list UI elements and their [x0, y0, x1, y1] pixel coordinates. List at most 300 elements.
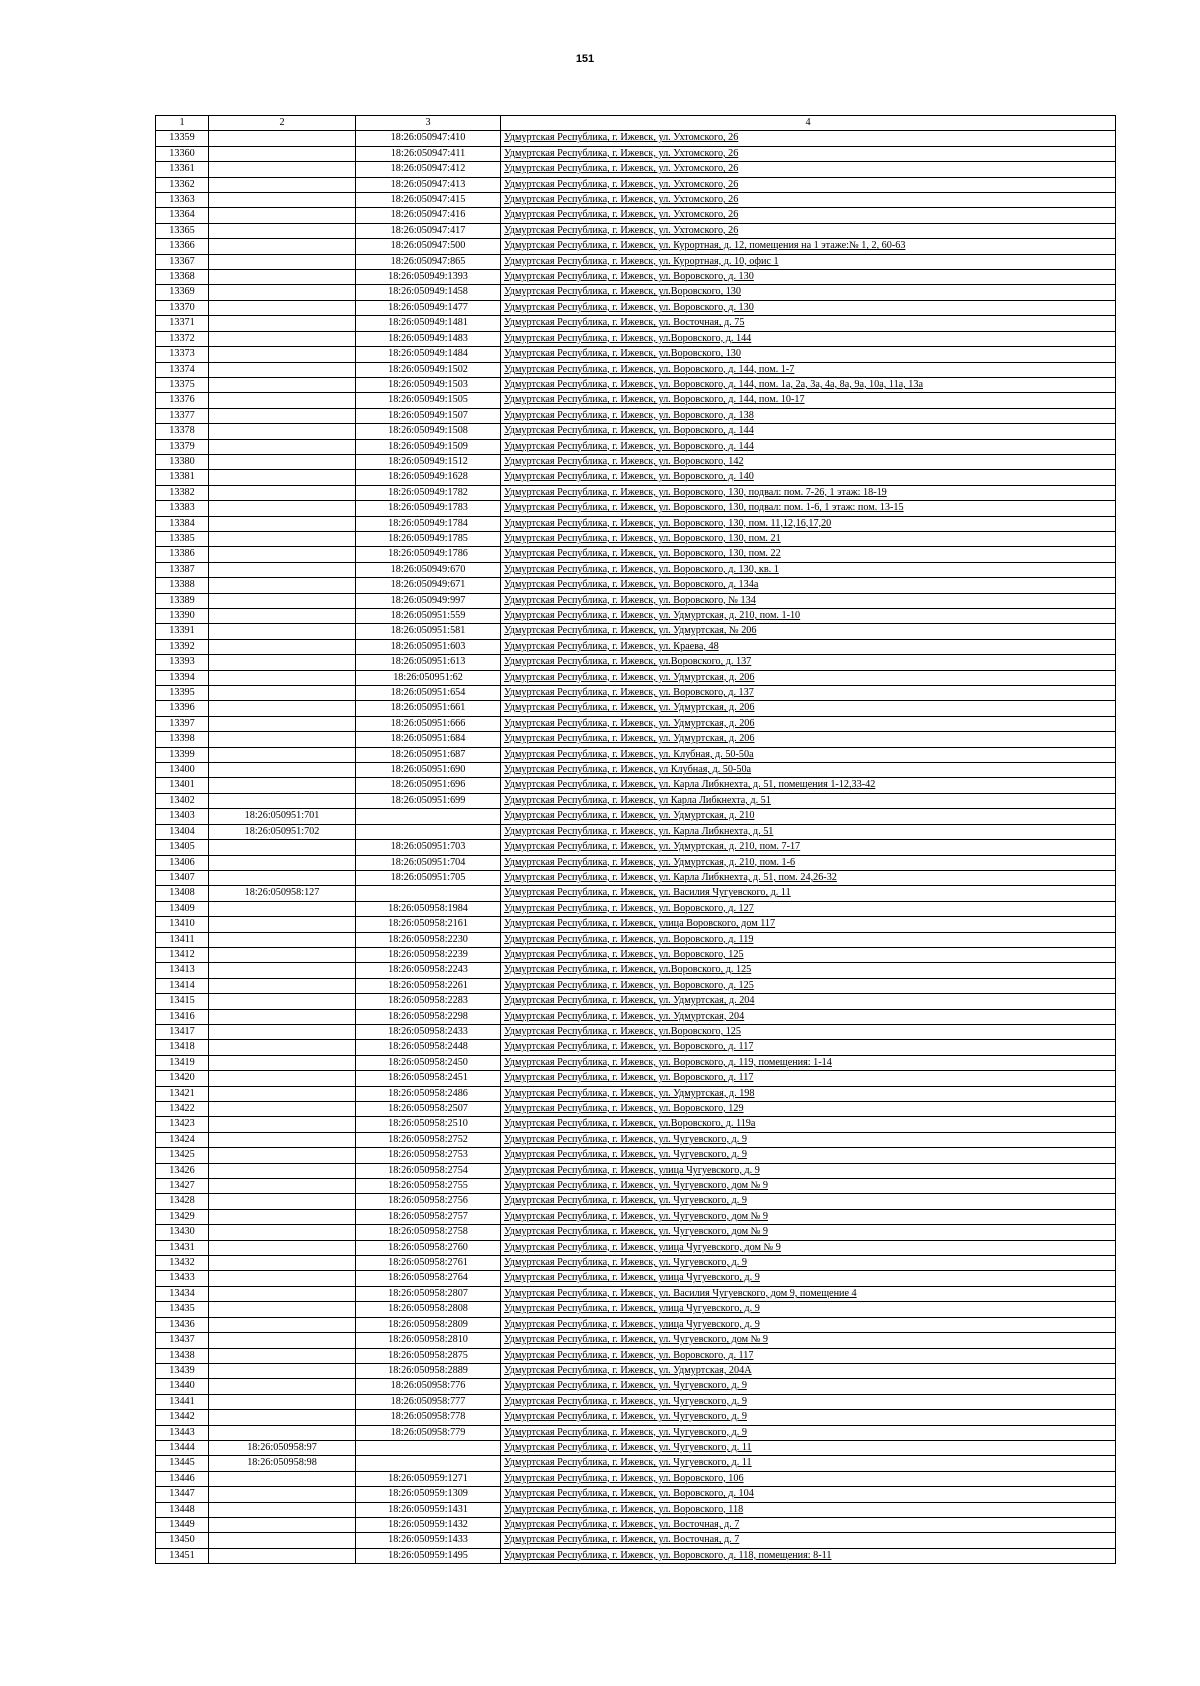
address-cell: Удмуртская Республика, г. Ижевск, ул.Воровского, д. 137: [501, 655, 1116, 670]
address-cell: Удмуртская Республика, г. Ижевск, ул. Воровского, 142: [501, 454, 1116, 469]
cadastral-number-cell-col3: 18:26:050951:684: [356, 732, 501, 747]
row-number-cell: 13425: [156, 1148, 209, 1163]
cadastral-number-cell-col3: 18:26:050958:2752: [356, 1132, 501, 1147]
cadastral-number-cell-col3: 18:26:050949:1458: [356, 285, 501, 300]
address-cell: Удмуртская Республика, г. Ижевск, ул. Удмуртская, д. 206: [501, 701, 1116, 716]
cadastral-number-cell-col2: [209, 1040, 356, 1055]
address-cell: Удмуртская Республика, г. Ижевск, ул. Восточная, д. 7: [501, 1517, 1116, 1532]
cadastral-number-cell-col2: [209, 1394, 356, 1409]
row-number-cell: 13377: [156, 408, 209, 423]
cadastral-number-cell-col3: 18:26:050959:1433: [356, 1533, 501, 1548]
row-number-cell: 13441: [156, 1394, 209, 1409]
table-row: [156, 1425, 1116, 1440]
cadastral-number-cell-col3: 18:26:050958:2161: [356, 917, 501, 932]
address-cell: Удмуртская Республика, г. Ижевск, ул. Воровского, д. 130: [501, 300, 1116, 315]
row-number-cell: 13373: [156, 347, 209, 362]
row-number-cell: 13414: [156, 978, 209, 993]
address-cell: Удмуртская Республика, г. Ижевск, ул. Чугуевского, д. 11: [501, 1440, 1116, 1455]
address-cell: Удмуртская Республика, г. Ижевск, ул. Воровского, 125: [501, 947, 1116, 962]
row-number-cell: 13402: [156, 793, 209, 808]
table-row: [156, 732, 1116, 747]
cadastral-number-cell-col3: 18:26:050951:690: [356, 763, 501, 778]
cadastral-number-cell-col2: [209, 1163, 356, 1178]
cadastral-number-cell-col3: 18:26:050951:559: [356, 609, 501, 624]
row-number-cell: 13415: [156, 994, 209, 1009]
address-cell: Удмуртская Республика, г. Ижевск, ул. Воровского, 118: [501, 1502, 1116, 1517]
cadastral-number-cell-col2: [209, 578, 356, 593]
address-cell: Удмуртская Республика, г. Ижевск, ул. Воровского, д. 138: [501, 408, 1116, 423]
table-row: [156, 793, 1116, 808]
cadastral-number-cell-col2: [209, 1502, 356, 1517]
cadastral-number-cell-col3: 18:26:050949:1783: [356, 501, 501, 516]
row-number-cell: 13368: [156, 270, 209, 285]
row-number-cell: 13388: [156, 578, 209, 593]
address-cell: Удмуртская Республика, г. Ижевск, ул.Воровского, д. 119а: [501, 1117, 1116, 1132]
row-number-cell: 13405: [156, 840, 209, 855]
cadastral-number-cell-col2: [209, 454, 356, 469]
cadastral-number-cell-col2: [209, 1024, 356, 1039]
row-number-cell: 13430: [156, 1225, 209, 1240]
table-row: [156, 300, 1116, 315]
cadastral-number-cell-col3: 18:26:050958:2753: [356, 1148, 501, 1163]
cadastral-number-cell-col3: 18:26:050951:661: [356, 701, 501, 716]
address-cell: Удмуртская Республика, г. Ижевск, ул. Чугуевского, дом № 9: [501, 1333, 1116, 1348]
address-cell: Удмуртская Республика, г. Ижевск, улица Чугуевского, д. 9: [501, 1302, 1116, 1317]
cadastral-number-cell-col2: [209, 347, 356, 362]
cadastral-number-cell-col3: 18:26:050958:2758: [356, 1225, 501, 1240]
cadastral-number-cell-col3: 18:26:050958:2230: [356, 932, 501, 947]
cadastral-number-cell-col3: 18:26:050958:2760: [356, 1240, 501, 1255]
row-number-cell: 13365: [156, 223, 209, 238]
cadastral-number-cell-col3: 18:26:050958:2808: [356, 1302, 501, 1317]
column-header-1: 1: [156, 116, 209, 131]
cadastral-number-cell-col3: 18:26:050949:1628: [356, 470, 501, 485]
table-row: [156, 1471, 1116, 1486]
table-row: [156, 1102, 1116, 1117]
address-cell: Удмуртская Республика, г. Ижевск, ул. Воровского, д. 125: [501, 978, 1116, 993]
cadastral-number-cell-col3: 18:26:050949:1512: [356, 454, 501, 469]
table-row: [156, 1132, 1116, 1147]
table-row: [156, 1348, 1116, 1363]
row-number-cell: 13383: [156, 501, 209, 516]
row-number-cell: 13400: [156, 763, 209, 778]
cadastral-number-cell-col3: 18:26:050958:2283: [356, 994, 501, 1009]
cadastral-number-cell-col3: 18:26:050949:1509: [356, 439, 501, 454]
row-number-cell: 13370: [156, 300, 209, 315]
address-cell: Удмуртская Республика, г. Ижевск, улица Воровского, дом 117: [501, 917, 1116, 932]
table-row: [156, 470, 1116, 485]
row-number-cell: 13371: [156, 316, 209, 331]
row-number-cell: 13439: [156, 1363, 209, 1378]
row-number-cell: 13399: [156, 747, 209, 762]
table-row: [156, 454, 1116, 469]
address-cell: Удмуртская Республика, г. Ижевск, ул. Чугуевского, д. 9: [501, 1256, 1116, 1271]
cadastral-number-cell-col2: [209, 1148, 356, 1163]
cadastral-number-cell-col2: [209, 1055, 356, 1070]
cadastral-number-cell-col3: 18:26:050949:670: [356, 562, 501, 577]
row-number-cell: 13385: [156, 531, 209, 546]
table-row: [156, 870, 1116, 885]
cadastral-number-cell-col2: [209, 870, 356, 885]
cadastral-number-cell-col3: 18:26:050947:411: [356, 146, 501, 161]
cadastral-number-cell-col2: [209, 917, 356, 932]
table-row: [156, 947, 1116, 962]
cadastral-number-cell-col2: [209, 1240, 356, 1255]
address-cell: Удмуртская Республика, г. Ижевск, ул. Курортная, д. 12, помещения на 1 этаже:№ 1, 2, 60-63: [501, 239, 1116, 254]
table-row: [156, 593, 1116, 608]
address-cell: Удмуртская Республика, г. Ижевск, ул. Ухтомского, 26: [501, 177, 1116, 192]
cadastral-number-cell-col2: [209, 639, 356, 654]
table-row: [156, 408, 1116, 423]
cadastral-number-cell-col2: [209, 932, 356, 947]
cadastral-number-cell-col3: 18:26:050958:2448: [356, 1040, 501, 1055]
row-number-cell: 13420: [156, 1071, 209, 1086]
cadastral-number-cell-col2: [209, 501, 356, 516]
address-cell: Удмуртская Республика, г. Ижевск, ул.Воровского, д. 144: [501, 331, 1116, 346]
row-number-cell: 13427: [156, 1179, 209, 1194]
cadastral-number-cell-col3: 18:26:050951:603: [356, 639, 501, 654]
cadastral-number-cell-col3: 18:26:050958:2243: [356, 963, 501, 978]
table-row: [156, 1440, 1116, 1455]
cadastral-number-cell-col3: 18:26:050958:776: [356, 1379, 501, 1394]
cadastral-number-cell-col3: 18:26:050949:1505: [356, 393, 501, 408]
table-row: [156, 193, 1116, 208]
table-row: [156, 1363, 1116, 1378]
table-row: [156, 223, 1116, 238]
cadastral-number-cell-col3: 18:26:050959:1271: [356, 1471, 501, 1486]
cadastral-number-cell-col2: [209, 393, 356, 408]
cadastral-number-cell-col2: [209, 1286, 356, 1301]
address-cell: Удмуртская Республика, г. Ижевск, ул. Воровского, № 134: [501, 593, 1116, 608]
cadastral-number-cell-col3: 18:26:050959:1309: [356, 1487, 501, 1502]
cadastral-number-cell-col2: [209, 1117, 356, 1132]
cadastral-number-cell-col3: 18:26:050951:699: [356, 793, 501, 808]
row-number-cell: 13410: [156, 917, 209, 932]
address-cell: Удмуртская Республика, г. Ижевск, ул.Воровского, д. 125: [501, 963, 1116, 978]
cadastral-number-cell-col2: [209, 193, 356, 208]
row-number-cell: 13392: [156, 639, 209, 654]
cadastral-number-cell-col3: 18:26:050947:865: [356, 254, 501, 269]
cadastral-number-cell-col3: 18:26:050949:1484: [356, 347, 501, 362]
address-cell: Удмуртская Республика, г. Ижевск, ул. Воровского, д. 117: [501, 1071, 1116, 1086]
cadastral-number-cell-col3: 18:26:050958:2889: [356, 1363, 501, 1378]
cadastral-number-cell-col2: [209, 1379, 356, 1394]
cadastral-number-cell-col3: 18:26:050958:2807: [356, 1286, 501, 1301]
table-row: [156, 963, 1116, 978]
address-cell: Удмуртская Республика, г. Ижевск, ул. Чугуевского, д. 9: [501, 1394, 1116, 1409]
table-row: [156, 1009, 1116, 1024]
cadastral-number-cell-col2: [209, 1271, 356, 1286]
cadastral-number-cell-col2: [209, 223, 356, 238]
cadastral-number-cell-col3: 18:26:050958:2764: [356, 1271, 501, 1286]
table-row: [156, 747, 1116, 762]
cadastral-number-cell-col2: [209, 686, 356, 701]
row-number-cell: 13403: [156, 809, 209, 824]
table-row: [156, 609, 1116, 624]
cadastral-number-cell-col3: 18:26:050959:1431: [356, 1502, 501, 1517]
cadastral-number-cell-col2: [209, 285, 356, 300]
address-cell: Удмуртская Республика, г. Ижевск, ул. Чугуевского, д. 9: [501, 1132, 1116, 1147]
address-cell: Удмуртская Республика, г. Ижевск, ул. Воровского, 130, подвал: пом. 1-6, 1 этаж: пом. 13-15: [501, 501, 1116, 516]
cadastral-number-cell-col3: 18:26:050958:2875: [356, 1348, 501, 1363]
row-number-cell: 13367: [156, 254, 209, 269]
table-row: [156, 547, 1116, 562]
table-row: [156, 1548, 1116, 1563]
cadastral-number-cell-col2: [209, 531, 356, 546]
row-number-cell: 13379: [156, 439, 209, 454]
address-cell: Удмуртская Республика, г. Ижевск, ул. Удмуртская, д. 210, пом. 7-17: [501, 840, 1116, 855]
address-cell: Удмуртская Республика, г. Ижевск, ул. Ухтомского, 26: [501, 193, 1116, 208]
cadastral-number-cell-col2: [209, 732, 356, 747]
cadastral-number-cell-col3: 18:26:050958:2809: [356, 1317, 501, 1332]
address-cell: Удмуртская Республика, г. Ижевск, ул. Ухтомского, 26: [501, 131, 1116, 146]
table-row: [156, 377, 1116, 392]
cadastral-number-cell-col2: [209, 747, 356, 762]
address-cell: Удмуртская Республика, г. Ижевск, ул. Воровского, 129: [501, 1102, 1116, 1117]
cadastral-number-cell-col2: [209, 978, 356, 993]
cadastral-number-cell-col3: 18:26:050949:1483: [356, 331, 501, 346]
cadastral-number-cell-col2: [209, 1009, 356, 1024]
cadastral-number-cell-col3: 18:26:050951:704: [356, 855, 501, 870]
cadastral-number-cell-col2: [209, 1425, 356, 1440]
address-cell: Удмуртская Республика, г. Ижевск, ул. Воровского, д. 144, пом. 10-17: [501, 393, 1116, 408]
cadastral-number-cell-col3: 18:26:050951:687: [356, 747, 501, 762]
row-number-cell: 13432: [156, 1256, 209, 1271]
table-row: [156, 362, 1116, 377]
address-cell: Удмуртская Республика, г. Ижевск, ул. Чугуевского, дом № 9: [501, 1179, 1116, 1194]
cadastral-number-cell-col3: 18:26:050951:703: [356, 840, 501, 855]
row-number-cell: 13391: [156, 624, 209, 639]
cadastral-number-cell-col3: [356, 886, 501, 901]
table-row: [156, 531, 1116, 546]
cadastral-number-cell-col2: [209, 609, 356, 624]
row-number-cell: 13395: [156, 686, 209, 701]
cadastral-number-cell-col2: [209, 1517, 356, 1532]
address-cell: Удмуртская Республика, г. Ижевск, ул. Курортная, д. 10, офис 1: [501, 254, 1116, 269]
row-number-cell: 13451: [156, 1548, 209, 1563]
cadastral-number-cell-col2: [209, 1102, 356, 1117]
row-number-cell: 13424: [156, 1132, 209, 1147]
address-cell: Удмуртская Республика, г. Ижевск, ул. Воровского, д. 127: [501, 901, 1116, 916]
cadastral-number-cell-col3: 18:26:050951:613: [356, 655, 501, 670]
cadastral-number-cell-col2: [209, 655, 356, 670]
row-number-cell: 13444: [156, 1440, 209, 1455]
row-number-cell: 13437: [156, 1333, 209, 1348]
cadastral-number-cell-col3: 18:26:050949:1481: [356, 316, 501, 331]
cadastral-number-cell-col2: [209, 1410, 356, 1425]
row-number-cell: 13409: [156, 901, 209, 916]
address-cell: Удмуртская Республика, г. Ижевск, ул. Воровского, д. 140: [501, 470, 1116, 485]
table-row: [156, 516, 1116, 531]
cadastral-number-cell-col2: [209, 254, 356, 269]
cadastral-number-cell-col3: 18:26:050958:2510: [356, 1117, 501, 1132]
cadastral-number-cell-col3: 18:26:050951:581: [356, 624, 501, 639]
cadastral-number-cell-col3: 18:26:050949:1502: [356, 362, 501, 377]
cadastral-number-cell-col3: 18:26:050949:671: [356, 578, 501, 593]
address-cell: Удмуртская Республика, г. Ижевск, ул. Воровского, д. 104: [501, 1487, 1116, 1502]
address-cell: Удмуртская Республика, г. Ижевск, ул. Воровского, д. 119, помещения: 1-14: [501, 1055, 1116, 1070]
cadastral-number-cell-col2: [209, 1256, 356, 1271]
row-number-cell: 13408: [156, 886, 209, 901]
table-row: [156, 901, 1116, 916]
cadastral-number-cell-col3: 18:26:050947:500: [356, 239, 501, 254]
cadastral-number-cell-col3: 18:26:050949:1784: [356, 516, 501, 531]
cadastral-number-cell-col3: 18:26:050947:412: [356, 162, 501, 177]
cadastral-number-cell-col3: 18:26:050958:2757: [356, 1209, 501, 1224]
address-cell: Удмуртская Республика, г. Ижевск, ул. Клубная, д. 50-50а: [501, 747, 1116, 762]
table-row: [156, 1502, 1116, 1517]
cadastral-number-cell-col2: [209, 994, 356, 1009]
address-cell: Удмуртская Республика, г. Ижевск, ул. Чугуевского, дом № 9: [501, 1225, 1116, 1240]
row-number-cell: 13447: [156, 1487, 209, 1502]
cadastral-number-cell-col2: [209, 562, 356, 577]
address-cell: Удмуртская Республика, г. Ижевск, ул. Воровского, д. 130: [501, 270, 1116, 285]
table-row: [156, 716, 1116, 731]
cadastral-number-cell-col3: 18:26:050951:705: [356, 870, 501, 885]
cadastral-number-cell-col3: 18:26:050958:779: [356, 1425, 501, 1440]
table-row: [156, 578, 1116, 593]
address-cell: Удмуртская Республика, г. Ижевск, ул. Ухтомского, 26: [501, 146, 1116, 161]
cadastral-number-cell-col3: 18:26:050949:1507: [356, 408, 501, 423]
table-row: [156, 686, 1116, 701]
address-cell: Удмуртская Республика, г. Ижевск, ул. Воровского, д. 117: [501, 1040, 1116, 1055]
cadastral-number-cell-col2: [209, 901, 356, 916]
address-cell: Удмуртская Республика, г. Ижевск, ул. Удмуртская, д. 206: [501, 732, 1116, 747]
address-cell: Удмуртская Республика, г. Ижевск, ул. Удмуртская, д. 210, пом. 1-6: [501, 855, 1116, 870]
cadastral-number-cell-col2: [209, 1348, 356, 1363]
row-number-cell: 13362: [156, 177, 209, 192]
table-row: [156, 1040, 1116, 1055]
table-row: [156, 331, 1116, 346]
cadastral-number-cell-col2: [209, 516, 356, 531]
row-number-cell: 13380: [156, 454, 209, 469]
row-number-cell: 13429: [156, 1209, 209, 1224]
cadastral-number-cell-col3: 18:26:050949:1782: [356, 485, 501, 500]
table-row: [156, 270, 1116, 285]
row-number-cell: 13418: [156, 1040, 209, 1055]
table-row: [156, 424, 1116, 439]
address-cell: Удмуртская Республика, г. Ижевск, ул. Воровского, д. 144: [501, 439, 1116, 454]
row-number-cell: 13378: [156, 424, 209, 439]
table-row: [156, 393, 1116, 408]
cadastral-number-cell-col2: [209, 716, 356, 731]
table-row: [156, 1394, 1116, 1409]
cadastral-number-cell-col3: 18:26:050949:1508: [356, 424, 501, 439]
cadastral-number-cell-col2: [209, 270, 356, 285]
cadastral-number-cell-col2: [209, 1548, 356, 1563]
table-row: [156, 840, 1116, 855]
cadastral-number-cell-col2: [209, 1363, 356, 1378]
row-number-cell: 13366: [156, 239, 209, 254]
address-cell: Удмуртская Республика, г. Ижевск, ул. Воровского, д. 144: [501, 424, 1116, 439]
cadastral-number-cell-col3: 18:26:050958:778: [356, 1410, 501, 1425]
cadastral-number-cell-col3: 18:26:050949:997: [356, 593, 501, 608]
row-number-cell: 13426: [156, 1163, 209, 1178]
row-number-cell: 13360: [156, 146, 209, 161]
row-number-cell: 13369: [156, 285, 209, 300]
table-row: [156, 208, 1116, 223]
table-row: [156, 809, 1116, 824]
cadastral-number-cell-col2: [209, 1071, 356, 1086]
cadastral-number-cell-col3: 18:26:050958:2755: [356, 1179, 501, 1194]
table-row: [156, 778, 1116, 793]
cadastral-number-cell-col3: 18:26:050949:1785: [356, 531, 501, 546]
cadastral-number-cell-col2: 18:26:050958:127: [209, 886, 356, 901]
cadastral-number-cell-col2: [209, 1317, 356, 1332]
table-row: [156, 285, 1116, 300]
cadastral-number-cell-col3: [356, 1456, 501, 1471]
cadastral-number-cell-col3: 18:26:050951:62: [356, 670, 501, 685]
address-cell: Удмуртская Республика, г. Ижевск, ул. Воровского, д. 119: [501, 932, 1116, 947]
address-cell: Удмуртская Республика, г. Ижевск, ул. Чугуевского, д. 11: [501, 1456, 1116, 1471]
address-cell: Удмуртская Республика, г. Ижевск, ул. Воровского, 130, пом. 21: [501, 531, 1116, 546]
row-number-cell: 13375: [156, 377, 209, 392]
cadastral-number-cell-col2: [209, 1194, 356, 1209]
table-row: [156, 131, 1116, 146]
cadastral-number-cell-col2: [209, 408, 356, 423]
cadastral-number-cell-col3: 18:26:050958:2261: [356, 978, 501, 993]
address-cell: Удмуртская Республика, г. Ижевск, ул. Удмуртская, 204А: [501, 1363, 1116, 1378]
cadastral-number-cell-col3: 18:26:050958:2756: [356, 1194, 501, 1209]
address-cell: Удмуртская Республика, г. Ижевск, ул. Карла Либкнехта, д. 51: [501, 824, 1116, 839]
address-cell: Удмуртская Республика, г. Ижевск, улица Чугуевского, д. 9: [501, 1271, 1116, 1286]
address-cell: Удмуртская Республика, г. Ижевск, ул. Ухтомского, 26: [501, 223, 1116, 238]
cadastral-number-cell-col3: 18:26:050947:413: [356, 177, 501, 192]
row-number-cell: 13442: [156, 1410, 209, 1425]
cadastral-number-cell-col3: 18:26:050947:410: [356, 131, 501, 146]
row-number-cell: 13431: [156, 1240, 209, 1255]
cadastral-number-cell-col3: [356, 1440, 501, 1455]
column-header-3: 3: [356, 116, 501, 131]
column-header-4: 4: [501, 116, 1116, 131]
table-row: [156, 1071, 1116, 1086]
cadastral-number-cell-col3: 18:26:050958:2433: [356, 1024, 501, 1039]
cadastral-number-cell-col3: 18:26:050959:1432: [356, 1517, 501, 1532]
cadastral-number-cell-col3: 18:26:050947:415: [356, 193, 501, 208]
row-number-cell: 13361: [156, 162, 209, 177]
address-cell: Удмуртская Республика, г. Ижевск, ул. Краева, 48: [501, 639, 1116, 654]
cadastral-number-cell-col2: [209, 1086, 356, 1101]
table-row: [156, 1240, 1116, 1255]
row-number-cell: 13394: [156, 670, 209, 685]
address-cell: Удмуртская Республика, г. Ижевск, ул. Чугуевского, д. 9: [501, 1148, 1116, 1163]
table-row: [156, 1256, 1116, 1271]
table-row: [156, 501, 1116, 516]
table-row: [156, 239, 1116, 254]
table-row: [156, 1487, 1116, 1502]
row-number-cell: 13396: [156, 701, 209, 716]
cadastral-number-cell-col3: 18:26:050949:1786: [356, 547, 501, 562]
cadastral-number-cell-col3: 18:26:050949:1503: [356, 377, 501, 392]
cadastral-number-cell-col3: 18:26:050958:2239: [356, 947, 501, 962]
cadastral-number-cell-col2: [209, 1533, 356, 1548]
table-row: [156, 1410, 1116, 1425]
row-number-cell: 13433: [156, 1271, 209, 1286]
table-row: [156, 1533, 1116, 1548]
row-number-cell: 13387: [156, 562, 209, 577]
address-cell: Удмуртская Республика, г. Ижевск, ул. Удмуртская, № 206: [501, 624, 1116, 639]
row-number-cell: 13411: [156, 932, 209, 947]
address-cell: Удмуртская Республика, г. Ижевск, ул. Воровского, 130, пом. 22: [501, 547, 1116, 562]
address-cell: Удмуртская Республика, г. Ижевск, ул. Удмуртская, д. 210, пом. 1-10: [501, 609, 1116, 624]
row-number-cell: 13372: [156, 331, 209, 346]
cadastral-number-cell-col2: [209, 963, 356, 978]
table-row: [156, 562, 1116, 577]
address-cell: Удмуртская Республика, г. Ижевск, ул.Воровского, 130: [501, 347, 1116, 362]
cadastral-number-cell-col2: [209, 439, 356, 454]
cadastral-number-cell-col2: 18:26:050958:98: [209, 1456, 356, 1471]
cadastral-number-cell-col2: [209, 1333, 356, 1348]
